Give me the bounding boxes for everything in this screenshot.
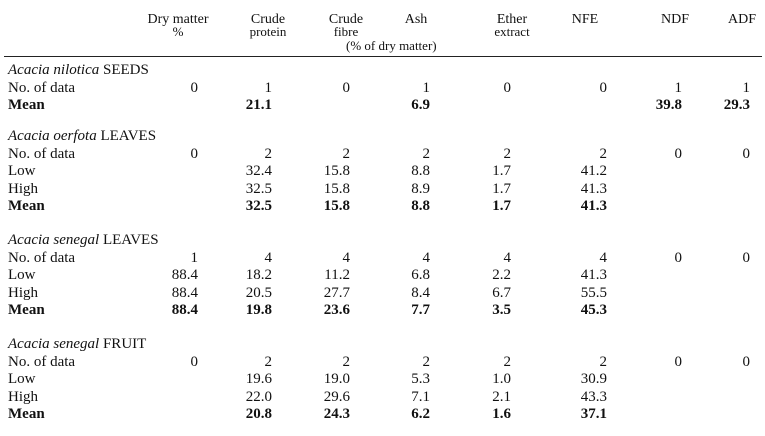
table-cell: 2 [264,146,272,162]
header-adf-label: ADF [727,12,756,27]
section-part: FRUIT [102,336,147,352]
header-dry-matter-unit: % [172,24,184,39]
table-cell: 11.2 [324,267,350,284]
table-cell: 1 [422,80,430,96]
table-cell: 88.4 [171,267,198,284]
table-cell: 20.8 [245,405,272,422]
table-cell: 0 [674,354,682,370]
section-part: SEEDS [102,62,149,78]
table-row [8,97,765,114]
table-cell: 4 [342,250,350,266]
table-cell: 55.5 [580,284,607,301]
table-row [8,406,765,423]
row-label: Mean [8,301,45,318]
table-cell: 4 [422,250,430,266]
table-cell: 39.8 [655,97,682,114]
table-cell: 27.7 [323,284,350,301]
table-cell: 6.7 [492,284,511,301]
table-row [8,80,765,97]
table-cell: 29.3 [723,97,750,114]
header-ether-extract [482,14,542,38]
header-dry-matter-label: Dry matter [147,12,209,27]
section-species: Acacia senegal [8,232,100,248]
section-title [8,232,159,249]
table-cell: 0 [742,250,750,266]
table-cell: 0 [190,146,198,162]
table-cell: 18.2 [245,267,272,284]
table-row [8,267,765,284]
table-cell: 2 [599,146,607,162]
table-cell: 2 [422,354,430,370]
table-row [8,146,765,163]
row-label: Low [8,371,36,388]
table-row [8,389,765,406]
table-cell: 2 [264,354,272,370]
table-row [8,250,765,267]
header-dry-matter [130,14,226,38]
table-cell: 88.4 [171,301,198,318]
table-cell: 5.3 [411,371,430,388]
row-label: Mean [8,197,45,214]
row-label: High [8,388,38,405]
table-cell: 8.4 [411,284,430,301]
table-cell: 4 [264,250,272,266]
row-label: Mean [8,405,45,422]
section-title [8,128,156,145]
table-cell: 41.3 [580,197,607,214]
table-cell: 1.7 [492,197,511,214]
table-cell: 1.7 [492,163,511,180]
table-cell: 32.5 [245,180,272,197]
header-adf [722,14,762,26]
header-ash [396,14,436,26]
table-cell: 8.9 [411,180,430,197]
table-cell: 6.2 [411,405,430,422]
row-label: Mean [8,97,45,114]
table-cell: 4 [599,250,607,266]
table-cell: 7.7 [411,301,430,318]
table-cell: 19.0 [323,371,350,388]
table-cell: 1 [190,250,198,266]
header-crude-protein [240,14,296,38]
table-cell: 15.8 [323,197,350,214]
table-cell: 3.5 [492,301,511,318]
table-cell: 0 [342,80,350,96]
table-cell: 0 [742,354,750,370]
row-label: High [8,284,38,301]
section-part: LEAVES [102,232,159,248]
table-cell: 2.2 [492,267,511,284]
row-label: Low [8,267,36,284]
table-cell: 32.5 [245,197,272,214]
table-cell: 19.8 [245,301,272,318]
table-cell: 15.8 [323,163,350,180]
table-cell: 41.3 [580,180,607,197]
header-nfe-label: NFE [571,12,599,27]
table-cell: 29.6 [323,388,350,405]
table-row [8,302,765,319]
row-label: No. of data [8,354,76,370]
table-cell: 2 [503,354,511,370]
table-cell: 4 [503,250,511,266]
table-cell: 20.5 [245,284,272,301]
table-cell: 23.6 [323,301,350,318]
table-cell: 1.6 [492,405,511,422]
section-species: Acacia senegal [8,336,100,352]
table-cell: 45.3 [580,301,607,318]
table-cell: 7.1 [411,388,430,405]
table-cell: 1 [742,80,750,96]
table-cell: 0 [599,80,607,96]
table-cell: 1.0 [492,371,511,388]
table-row [8,354,765,371]
table-cell: 0 [742,146,750,162]
row-label: No. of data [8,250,76,266]
table-cell: 0 [674,250,682,266]
row-label: No. of data [8,80,76,96]
header-percent-dry-matter: (% of dry matter) [346,38,437,53]
table-cell: 1.7 [492,180,511,197]
section-title [8,336,146,353]
table-cell: 1 [674,80,682,96]
table-cell: 0 [190,80,198,96]
row-label: No. of data [8,146,76,162]
table-row [8,181,765,198]
table-cell: 1 [264,80,272,96]
table-row [8,371,765,388]
table-cell: 88.4 [171,284,198,301]
table-cell: 2.1 [492,388,511,405]
section-species: Acacia oerfota [8,128,97,144]
table-cell: 2 [599,354,607,370]
header-crude-fibre-line1: Crude [328,12,364,27]
table-cell: 2 [422,146,430,162]
table-cell: 24.3 [323,405,350,422]
table-cell: 43.3 [580,388,607,405]
table-row [8,198,765,215]
table-cell: 0 [503,80,511,96]
section-title [8,62,149,79]
header-crude-fibre [318,14,374,38]
table-cell: 15.8 [323,180,350,197]
table-cell: 19.6 [245,371,272,388]
header-nfe [560,14,610,26]
table-row [8,163,765,180]
table-cell: 8.8 [411,163,430,180]
header-ndf-label: NDF [660,12,689,27]
header-ndf [650,14,700,26]
section-species: Acacia nilotica [8,62,100,78]
table-cell: 41.2 [580,163,607,180]
table-row [8,285,765,302]
header-crude-protein-line2: protein [249,24,287,39]
table-cell: 22.0 [245,388,272,405]
section-part: LEAVES [100,128,157,144]
header-ether-extract-line2: extract [494,24,530,39]
header-crude-fibre-line2: fibre [333,24,359,39]
table-cell: 8.8 [411,197,430,214]
table-cell: 21.1 [245,97,272,114]
header-ash-label: Ash [404,12,428,27]
table-cell: 41.3 [580,267,607,284]
table-cell: 6.8 [411,267,430,284]
table-cell: 30.9 [580,371,607,388]
table-cell: 2 [342,354,350,370]
header-ether-extract-line1: Ether [496,12,528,27]
table-cell: 0 [190,354,198,370]
header-rule [4,56,762,57]
table-cell: 0 [674,146,682,162]
row-label: Low [8,163,36,180]
table-cell: 2 [503,146,511,162]
table-cell: 32.4 [245,163,272,180]
table-cell: 2 [342,146,350,162]
row-label: High [8,180,38,197]
table-cell: 37.1 [580,405,607,422]
table-cell: 6.9 [411,97,430,114]
header-crude-protein-line1: Crude [250,12,286,27]
